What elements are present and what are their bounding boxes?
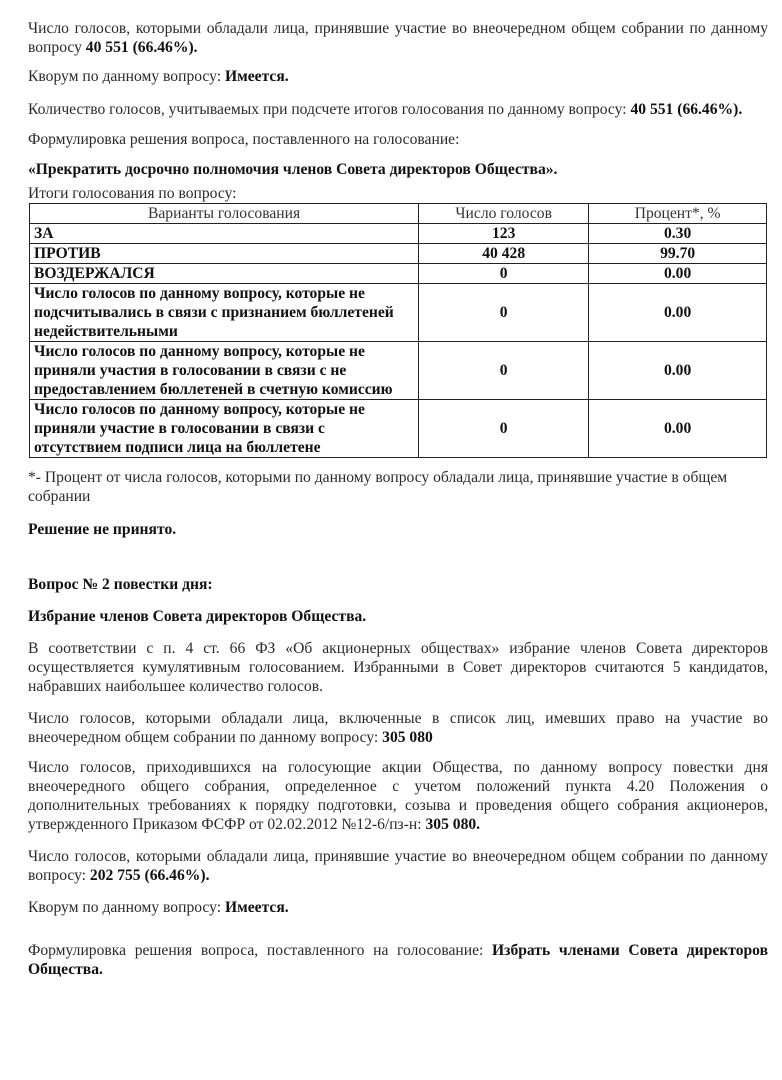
votes-participated-paragraph [28, 19, 768, 57]
row-votes: 0 [419, 400, 589, 458]
row-percent: 0.00 [589, 284, 767, 342]
quorum-paragraph-2 [28, 898, 768, 917]
decision-wording-paragraph-2 [28, 941, 768, 979]
question-title-text: Избрание членов Совета директоров Общества. [28, 608, 367, 625]
row-label: Число голосов по данному вопросу, которые не приняли участия в голосовании в связи с не предоставлением бюллетеней в счетную комиссию [30, 342, 419, 400]
header-voting-options: Варианты голосования [30, 204, 419, 224]
quorum-value: Имеется. [224, 68, 289, 85]
table-header-row [30, 204, 767, 224]
votes-participated-value: 40 551 (66.46%). [85, 39, 198, 56]
votes-counted-text: Количество голосов, учитываемых при подсчете итогов голосования по данному вопросу: [28, 101, 631, 118]
footnote: *- Процент от числа голосов, которыми по данному вопросу обладали лица, принявшие участие в общем собрании [28, 469, 728, 505]
votes-participated-text-2: Число голосов, которыми обладали лица, принявшие участие во внеочередном общем собрании по данному вопросу: [28, 848, 768, 884]
header-votes-count: Число голосов [419, 204, 589, 224]
row-label: ПРОТИВ [30, 244, 419, 264]
quorum-value-2: Имеется. [224, 899, 289, 916]
row-percent: 0.00 [589, 342, 767, 400]
question-title [28, 607, 768, 626]
row-percent: 0.00 [589, 400, 767, 458]
row-votes: 123 [419, 224, 589, 244]
votes-shares-paragraph [28, 758, 768, 834]
row-percent: 0.00 [589, 264, 767, 284]
votes-listed-paragraph [28, 709, 768, 747]
question-heading [28, 575, 768, 594]
row-votes: 40 428 [419, 244, 589, 264]
row-votes: 0 [419, 284, 589, 342]
decision-result [28, 520, 768, 539]
votes-participated-paragraph-2 [28, 847, 768, 885]
decision-wording-value [28, 160, 768, 179]
header-percent: Процент*, % [589, 204, 767, 224]
votes-participated-value-2: 202 755 (66.46%). [89, 867, 210, 884]
row-percent: 0.30 [589, 224, 767, 244]
votes-shares-value: 305 080. [425, 816, 481, 833]
cumulative-voting-paragraph: В соответствии с п. 4 ст. 66 ФЗ «Об акционерных обществах» избрание членов Совета директоров осуществляется кумулятивным голосованием. Избранными в Совет директоров считаются 5 кандидатов, набравших наибольшее количество голосов. [28, 640, 768, 695]
votes-counted-paragraph [28, 100, 768, 119]
table-row [30, 342, 767, 400]
results-caption: Итоги голосования по вопросу: [28, 185, 237, 202]
table-row [30, 400, 767, 458]
row-label: Число голосов по данному вопросу, которые не приняли участие в голосовании в связи с отсутствием подписи лица на бюллетене [30, 400, 419, 458]
row-percent: 99.70 [589, 244, 767, 264]
row-label: Число голосов по данному вопросу, которые не подсчитывались в связи с признанием бюллетеней недействительными [30, 284, 419, 342]
decision-result-text: Решение не принято. [28, 521, 177, 538]
quorum-text: Кворум по данному вопросу: [28, 68, 225, 85]
row-votes: 0 [419, 342, 589, 400]
table-row [30, 244, 767, 264]
quorum-text-2: Кворум по данному вопросу: [28, 899, 225, 916]
decision-wording-label: Формулировка решения вопроса, поставленного на голосование: [28, 131, 460, 148]
votes-listed-text: Число голосов, которыми обладали лица, включенные в список лиц, имевших право на участие во внеочередном общем собрании по данному вопросу: [28, 710, 768, 746]
quorum-paragraph [28, 67, 768, 86]
row-votes: 0 [419, 264, 589, 284]
row-label: ЗА [30, 224, 419, 244]
voting-results-table [29, 203, 767, 458]
row-label: ВОЗДЕРЖАЛСЯ [30, 264, 419, 284]
votes-counted-value: 40 551 (66.46%). [630, 101, 743, 118]
votes-participated-text: Число голосов, которыми обладали лица, принявшие участие во внеочередном общем собрании по данному вопросу [28, 20, 768, 56]
decision-wording-label-2: Формулировка решения вопроса, поставленного на голосование: [28, 942, 493, 959]
table-row [30, 284, 767, 342]
decision-wording-text: «Прекратить досрочно полномочия членов Совета директоров Общества». [28, 161, 558, 178]
table-row [30, 224, 767, 244]
table-row [30, 264, 767, 284]
votes-shares-text: Число голосов, приходившихся на голосующие акции Общества, по данному вопросу повестки дня внеочередного общего собрания, определенное с учетом положений пункта 4.20 Положения о дополнительных требованиях к порядку подготовки, созыва и проведения общего собрания акционеров, утвержденного Приказом ФСФР от 02.02.2012 №12-6/пз-н: [28, 759, 768, 833]
decision-wording-value-2: Избрать членами Совета директоров Общества. [28, 942, 768, 978]
question-heading-text: Вопрос № 2 повестки дня: [28, 576, 213, 593]
votes-listed-value: 305 080 [382, 729, 433, 746]
